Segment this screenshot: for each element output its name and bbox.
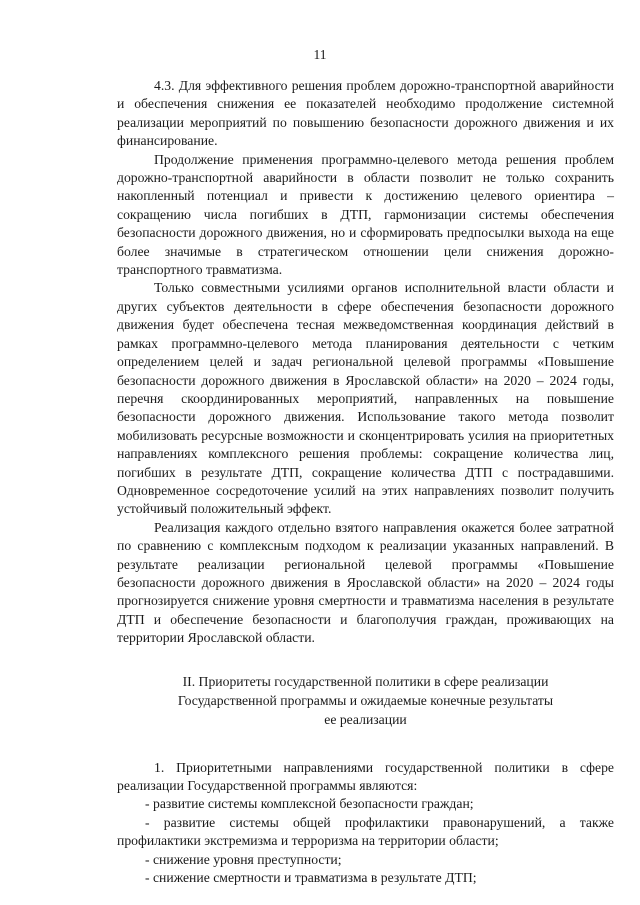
- paragraph-method: Продолжение применения программно-целевого метода решения проблем дорожно-транспортной аварийности в области позволит не только сохранить накопленный потенциал и привести к достижению целевого ориентира – сокращению числа погибших в ДТП, гармонизации системы обеспечения безопасности дорожного движения, но и сформировать предпосылки выхода на еще более значимые в стратегическом отношении цели снижения дорожно-транспортного травматизма.: [117, 151, 614, 278]
- priority-list: [117, 795, 614, 887]
- list-item: - развитие системы общей профилактики правонарушений, а также профилактики экстремизма и терроризма на территории области;: [117, 814, 614, 849]
- list-item: - снижение смертности и травматизма в результате ДТП;: [145, 870, 477, 886]
- section-heading-line: Государственной программы и ожидаемые конечные результаты: [177, 692, 554, 708]
- paragraph-4-3: 4.3. Для эффективного решения проблем дорожно-транспортной аварийности и обеспечения снижения ее показателей необходимо продолжение системной реализации мероприятий по повышению безопасности дорожного движения и их финансирование.: [117, 78, 614, 149]
- section-heading-line: ее реализации: [324, 711, 407, 727]
- section-intro: 1. Приоритетными направлениями государственной политики в сфере реализации Государственной программы являются:: [117, 759, 614, 793]
- document-body: [117, 77, 614, 887]
- page-number: 11: [313, 47, 327, 62]
- list-item: - снижение уровня преступности;: [145, 851, 342, 867]
- list-item: - развитие системы комплексной безопасности граждан;: [145, 796, 474, 812]
- section-heading: [117, 672, 614, 729]
- section-heading-line: II. Приоритеты государственной политики в сфере реализации: [182, 673, 549, 689]
- paragraph-coordination: Только совместными усилиями органов исполнительной власти области и других субъектов деятельности в сфере обеспечения безопасности дорожного движения будет обеспечена тесная межведомственная координация действий в рамках программно-целевого метода планирования деятельности с четким определением целей и задач региональной целевой программы «Повышение безопасности дорожного движения в Ярославской области» на 2020 – 2024 годы, перечня скоординированных мероприятий, направленных на повышение безопасности дорожного движения. Использование такого метода позволит мобилизовать ресурсные возможности и сконцентрировать усилия на приоритетных направлениях комплексного решения проблемы: сокращение количества лиц, погибших в результате ДТП, сокращение количества ДТП с пострадавшими. Одновременное сосредоточение усилий на этих направлениях позволит получить устойчивый положительный эффект.: [117, 280, 614, 517]
- paragraph-forecast: Реализация каждого отдельно взятого направления окажется более затратной по сравнению с комплексным подходом к реализации указанных направлений. В результате реализации региональной целевой программы «Повышение безопасности дорожного движения в Ярославской области» на 2020 – 2024 годы прогнозируется снижение уровня смертности и травматизма населения в результате ДТП и обеспечение безопасности и благополучия граждан, проживающих на территории Ярославской области.: [117, 519, 614, 646]
